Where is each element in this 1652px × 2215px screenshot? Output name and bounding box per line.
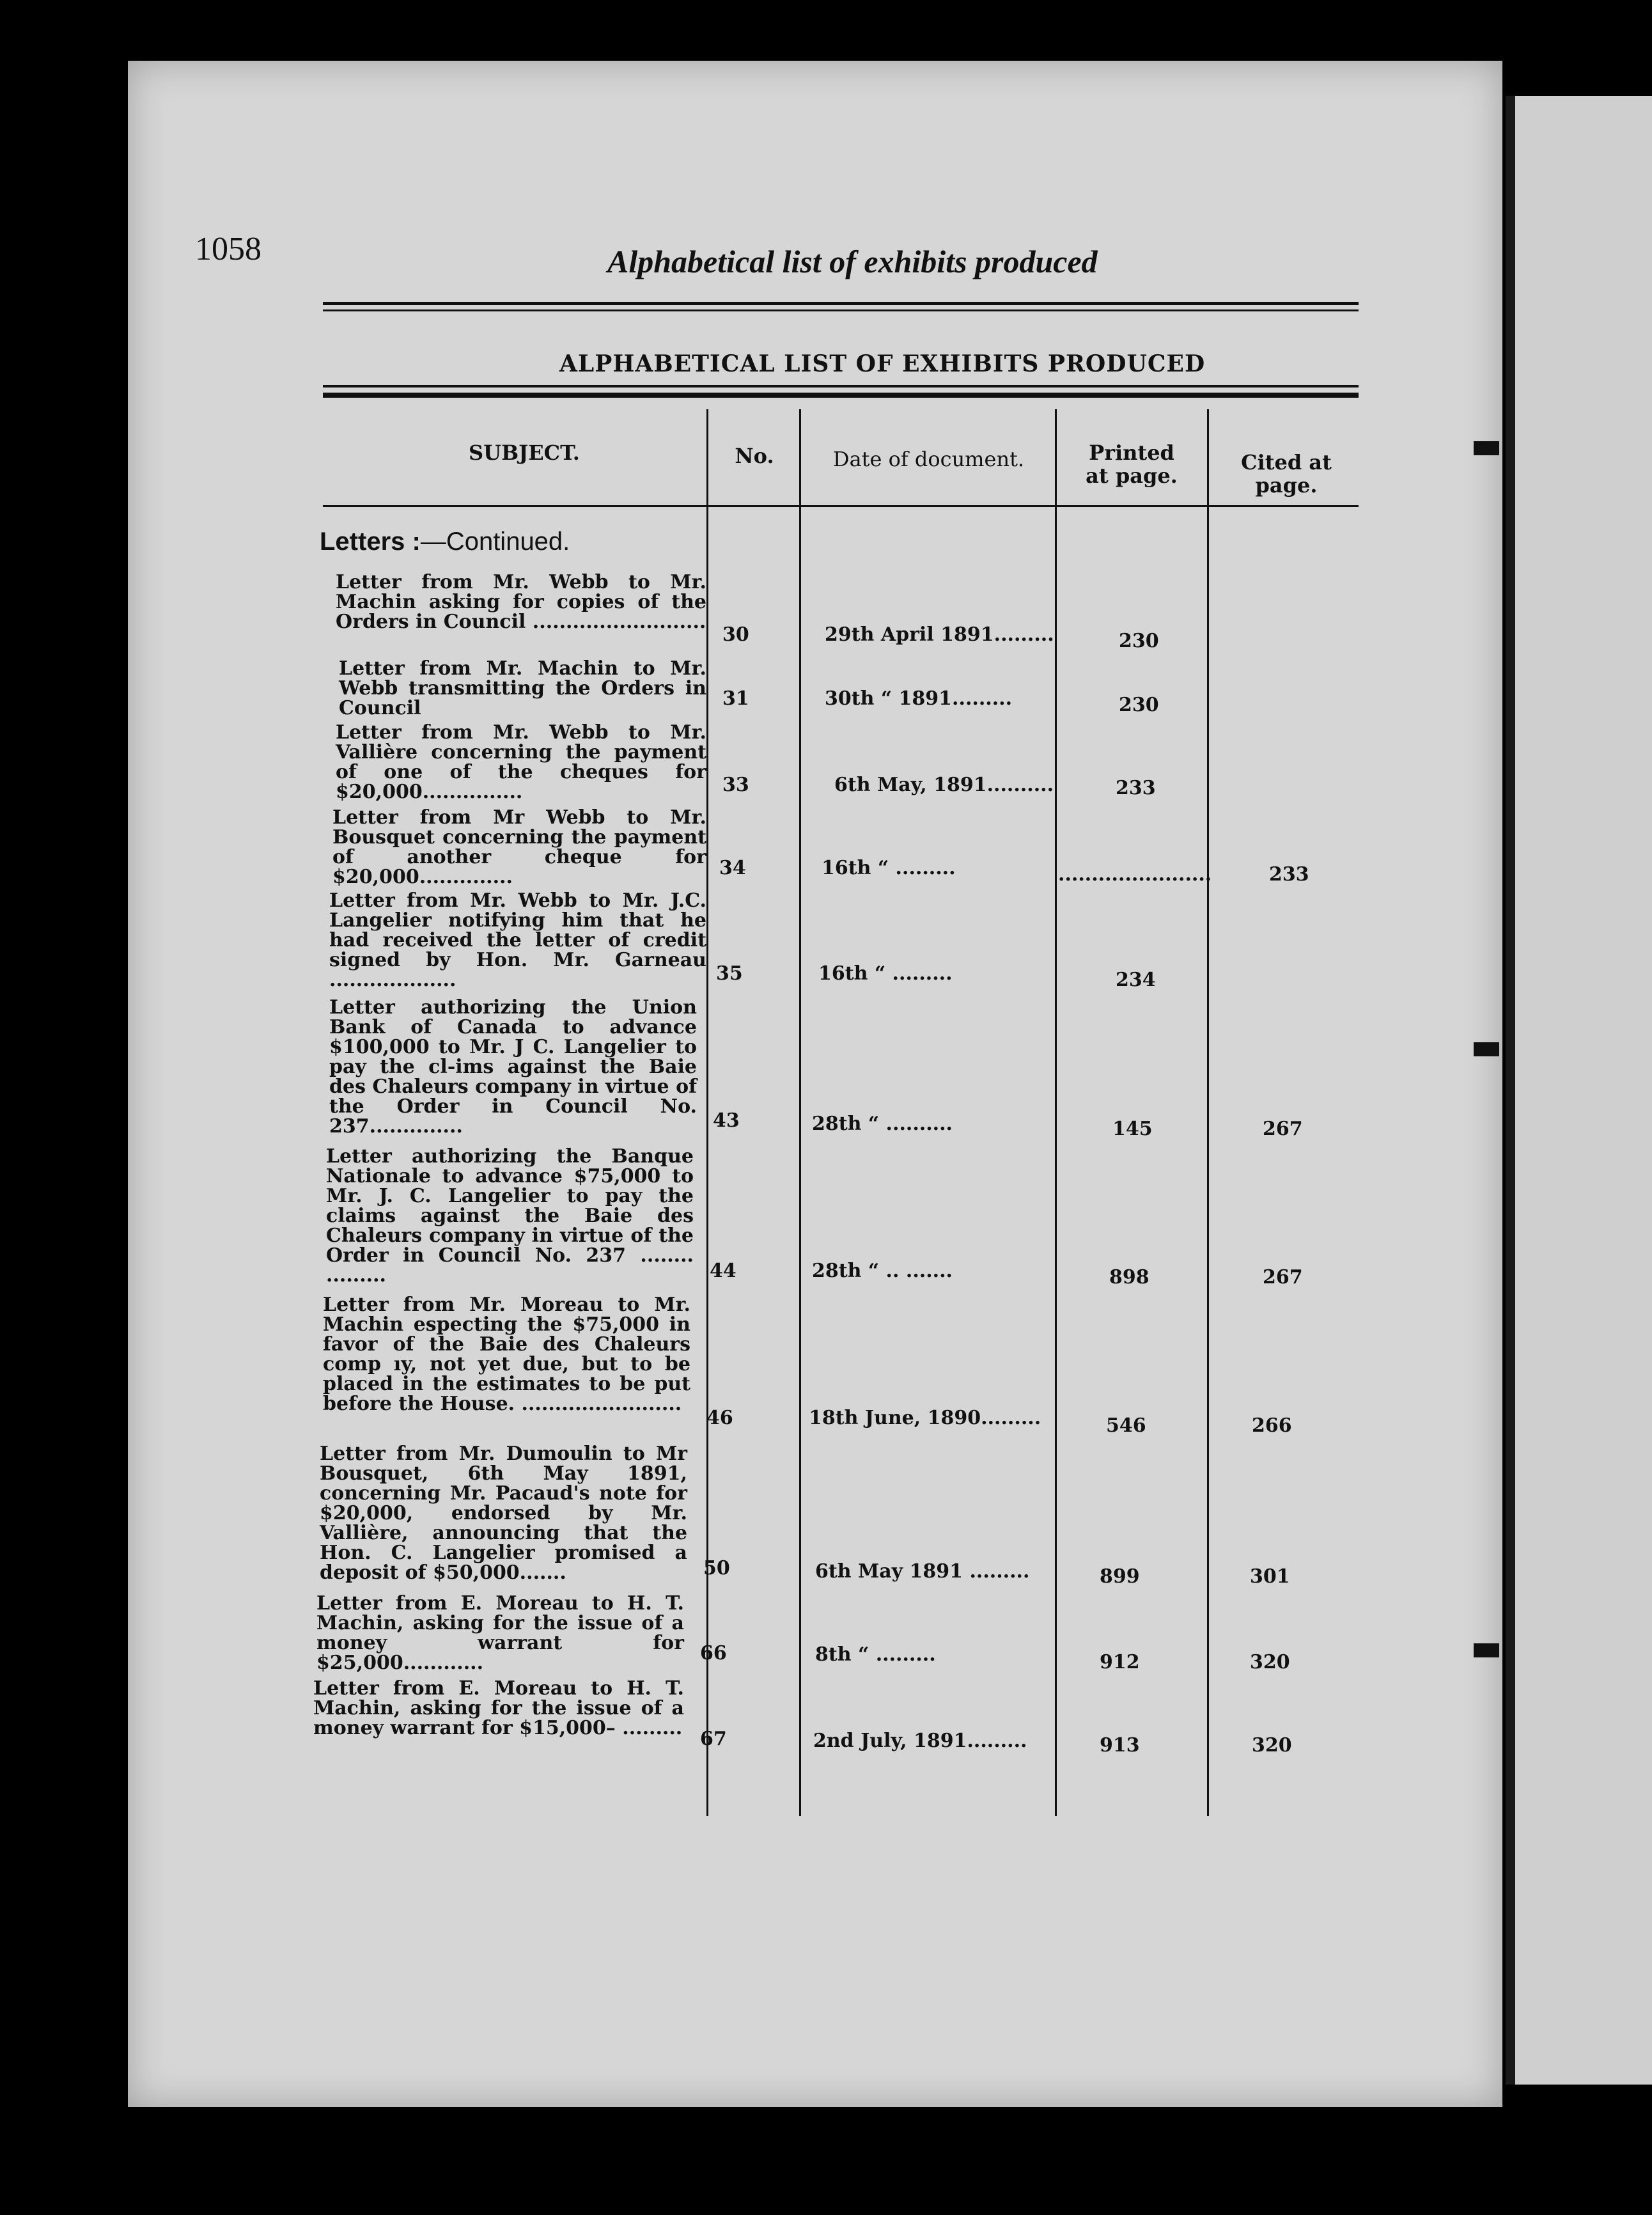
column-header-printed	[1058, 441, 1205, 487]
table-row-printed: 230	[1119, 630, 1159, 652]
column-divider	[799, 409, 801, 1816]
table-row-printed: 913	[1100, 1734, 1140, 1757]
table-row-cited: 266	[1252, 1414, 1292, 1437]
margin-mark	[1474, 1643, 1499, 1657]
column-divider	[706, 409, 708, 1816]
table-row-subject: Letter from Mr. Webb to Mr. Machin asking for copies of the Orders in Council ..........................	[336, 571, 706, 633]
table-row-printed: 899	[1100, 1565, 1140, 1588]
printed-line1: Printed	[1089, 441, 1174, 465]
table-row-no: 30	[722, 623, 749, 646]
header-rule	[323, 309, 1359, 311]
table-row-cited: 233	[1269, 863, 1309, 886]
table-row-no: 46	[706, 1407, 733, 1429]
table-row-cited: 267	[1263, 1266, 1303, 1288]
header-rule	[323, 302, 1359, 305]
column-header-rule	[323, 505, 1359, 507]
table-row-date: 6th May, 1891..........	[834, 774, 1054, 796]
table-row-subject: Letter from Mr. Webb to Mr. Vallière concerning the payment of one of the cheques for $20,000...............	[336, 721, 706, 803]
table-row-subject: Letter from E. Moreau to H. T. Machin, asking for the issue of a money warrant for $25,000............	[316, 1592, 684, 1674]
printed-line2: at page.	[1086, 464, 1178, 488]
table-row-no: 34	[719, 857, 746, 879]
table-row-date: 8th “ .........	[815, 1643, 936, 1666]
table-row-printed: 145	[1112, 1118, 1153, 1140]
table-row-cited: 301	[1250, 1565, 1290, 1588]
running-head: Alphabetical list of exhibits produced	[607, 244, 1098, 279]
table-row-subject: Letter from Mr. Machin to Mr. Webb transmitting the Orders in Council	[339, 657, 706, 719]
table-row-date: 30th “ 1891.........	[825, 687, 1013, 710]
column-header-date: Date of document.	[832, 447, 1025, 471]
table-row-subject: Letter from Mr. Webb to Mr. J.C. Langelier notifying him that he had received the letter of credit signed by Hon. Mr. Garneau ...................	[329, 889, 706, 991]
table-row-subject: Letter from Mr. Moreau to Mr. Machin especting the $75,000 in favor of the Baie des Chaleurs comp ıy, not yet due, but to be placed in the estimates to be put before the House. ........................	[323, 1294, 690, 1415]
section-title: Letters :	[320, 528, 421, 556]
table-row-date: 2nd July, 1891.........	[813, 1730, 1027, 1752]
column-divider	[1207, 409, 1209, 1816]
table-row-subject: Letter authorizing the Union Bank of Canada to advance $100,000 to Mr. J C. Langelier to pay the cl-ims against the Baie des Chaleurs company in virtue of the Order in Council No. 237..............	[329, 996, 697, 1138]
column-header-subject: SUBJECT.	[469, 441, 580, 465]
table-row-subject: Letter from Mr Webb to Mr. Bousquet concerning the payment of another cheque for $20,000..............	[332, 806, 706, 888]
table-row-date: 28th “ .. .......	[812, 1260, 953, 1282]
table-row-cited: 267	[1263, 1118, 1303, 1140]
section-continued: —Continued.	[420, 528, 570, 556]
table-row-no: 35	[716, 962, 743, 985]
table-row-no: 67	[700, 1728, 727, 1750]
table-row-no: 33	[722, 774, 749, 796]
table-row-cited: 320	[1252, 1734, 1292, 1757]
table-row-printed: .......................	[1058, 863, 1212, 886]
table-title: ALPHABETICAL LIST OF EXHIBITS PRODUCED	[559, 350, 1206, 377]
table-row-date: 16th “ .........	[822, 857, 956, 879]
table-row-cited: 320	[1250, 1651, 1290, 1673]
section-heading	[320, 528, 570, 556]
table-row-printed: 233	[1116, 777, 1156, 799]
table-row-date: 16th “ .........	[818, 962, 953, 985]
facing-page-edge	[1515, 96, 1652, 2085]
table-top-rule	[323, 385, 1359, 387]
table-row-printed: 912	[1100, 1651, 1140, 1673]
column-divider	[1055, 409, 1057, 1816]
table-row-printed: 234	[1116, 969, 1156, 991]
table-row-date: 29th April 1891.........	[825, 623, 1054, 646]
margin-mark	[1474, 1042, 1499, 1056]
page-number: 1058	[195, 231, 261, 267]
table-row-date: 18th June, 1890.........	[809, 1407, 1041, 1429]
table-row-no: 44	[710, 1260, 736, 1282]
table-row-no: 43	[713, 1109, 740, 1132]
table-row-subject: Letter from E. Moreau to H. T. Machin, asking for the issue of a money warrant for $15,000– .........	[313, 1677, 684, 1739]
table-row-subject: Letter authorizing the Banque Nationale to advance $75,000 to Mr. J. C. Langelier to pay the claims against the Baie des Chaleurs company in virtue of the Order in Council No. 237 ........ .........	[326, 1145, 694, 1287]
table-row-no: 50	[703, 1557, 730, 1579]
margin-mark	[1474, 441, 1499, 455]
table-row-subject: Letter from Mr. Dumoulin to Mr Bousquet, 6th May 1891, concerning Mr. Pacaud's note for $20,000, endorsed by Mr. Vallière, announcing that the Hon. C. Langelier promised a deposit of $50,000.......	[320, 1443, 687, 1584]
table-row-date: 28th “ ..........	[812, 1113, 953, 1135]
table-row-date: 6th May 1891 .........	[815, 1560, 1030, 1583]
table-row-printed: 898	[1109, 1266, 1149, 1288]
table-top-rule	[323, 393, 1359, 398]
table-row-printed: 230	[1119, 694, 1159, 716]
column-header-no: No.	[735, 444, 774, 468]
table-row-no: 66	[700, 1642, 727, 1664]
table-row-printed: 546	[1106, 1414, 1146, 1437]
table-row-no: 31	[722, 687, 749, 710]
column-header-cited: Cited at page.	[1241, 450, 1332, 497]
